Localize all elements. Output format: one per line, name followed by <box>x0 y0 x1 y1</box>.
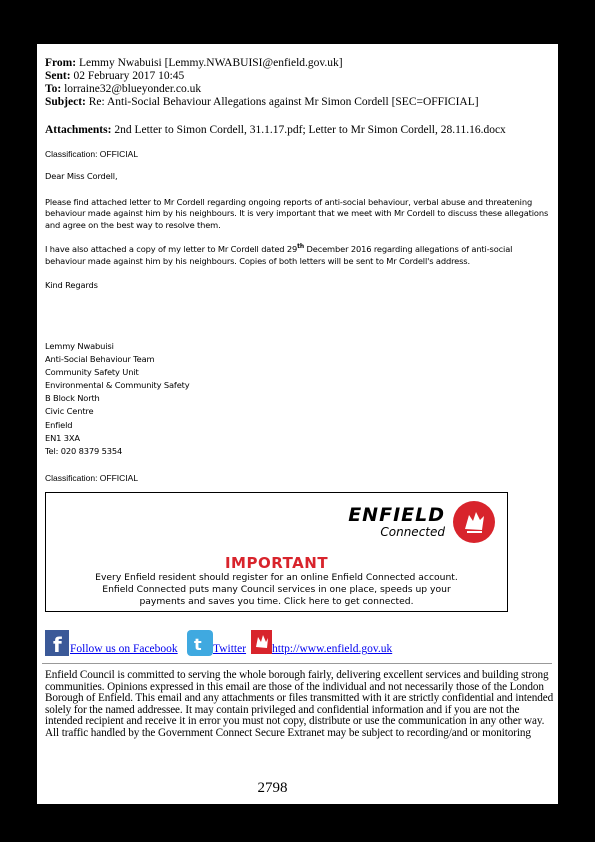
signature-block-name: B Block North <box>45 393 100 404</box>
attachments-value: 2nd Letter to Simon Cordell, 31.1.17.pdf; Letter to Mr Simon Cordell, 28.11.16.docx <box>114 124 506 136</box>
website-link[interactable]: http://www.enfield.gov.uk <box>272 643 393 655</box>
from-line <box>45 57 479 70</box>
subject-value: Re: Anti-Social Behaviour Allegations against Mr Simon Cordell [SEC=OFFICIAL] <box>88 96 479 108</box>
banner-message: Every Enfield resident should register for an online Enfield Connected account. Enfield Connected puts many Council services in one place, speeds up your payments and saves you time. Click here to get connected. <box>95 572 458 608</box>
signature-team: Anti-Social Behaviour Team <box>45 354 155 365</box>
paragraph-1: Please find attached letter to Mr Cordell regarding ongoing reports of anti-social behaviour, verbal abuse and threatening behaviour made against him by his neighbours. It is very important that we meet with Mr Cordell to discuss these allegations and agree on the best way to resolve them. <box>45 196 549 230</box>
subject-label: Subject: <box>45 96 86 108</box>
facebook-link[interactable]: Follow us on Facebook <box>70 643 178 655</box>
to-label: To: <box>45 83 62 95</box>
twitter-link[interactable]: Twitter <box>213 643 247 655</box>
from-value: Lemmy Nwabuisi [Lemmy.NWABUISI@enfield.gov.uk] <box>78 57 343 69</box>
attachments-label: Attachments: <box>45 124 112 136</box>
enfield-connected-banner[interactable] <box>45 492 508 612</box>
to-line <box>45 83 479 96</box>
signature-dept: Environmental & Community Safety <box>45 380 190 391</box>
signature-block <box>45 340 190 458</box>
svg-text:f: f <box>53 633 62 656</box>
sent-label: Sent: <box>45 70 71 82</box>
svg-text:t: t <box>194 635 202 654</box>
signature-phone: Tel: 020 8379 5354 <box>45 445 123 456</box>
facebook-icon[interactable] <box>45 630 69 656</box>
email-header <box>45 57 479 109</box>
email-body <box>45 171 555 292</box>
greeting: Dear Miss Cordell, <box>45 171 118 181</box>
classification-bottom: Classification: OFFICIAL <box>45 473 139 483</box>
twitter-icon[interactable] <box>187 630 213 656</box>
page-number: 2798 <box>257 780 288 796</box>
legal-disclaimer: Enfield Council is committed to serving the whole borough fairly, delivering excellent services and building strong communities. Opinions expressed in this email are those of the individual and not necessarily those of the London Borough of Enfield. This email and any attachments or files transmitted with it are strictly confidential and intended solely for the named addressee. It may contain privileged and confidential information and if you are not the intended recipient and receive it in error you must not copy, distribute or use the communication in any other way. All traffic handled by the Government Connect Secure Extranet may be subject to recording/and or monitoring <box>45 669 554 739</box>
paragraph-2: I have also attached a copy of my letter to Mr Cordell dated 29th December 2016 regarding allegations of anti-social behaviour made against him by his neighbours. Copies of both letters will be sent to Mr Cordell's address. <box>45 243 513 266</box>
sent-value: 02 February 2017 10:45 <box>73 70 185 82</box>
important-heading: IMPORTANT <box>224 554 329 572</box>
document-page <box>37 44 558 804</box>
subject-line <box>45 96 479 109</box>
enfield-crest-icon <box>453 501 495 543</box>
classification-top: Classification: OFFICIAL <box>45 149 139 159</box>
divider <box>42 663 552 664</box>
signature-name: Lemmy Nwabuisi <box>45 341 114 351</box>
signature-unit: Community Safety Unit <box>45 367 139 378</box>
attachments-line <box>45 124 506 137</box>
signature-building: Civic Centre <box>45 406 94 417</box>
enfield-crest-icon[interactable] <box>251 630 272 654</box>
from-label: From: <box>45 57 77 69</box>
logo-main-text: ENFIELD <box>348 504 445 526</box>
logo-sub-text: Connected <box>380 525 445 539</box>
signature-postcode: EN1 3XA <box>45 432 80 443</box>
to-value: lorraine32@blueyonder.co.uk <box>64 83 202 95</box>
enfield-connected-logo <box>348 505 445 539</box>
signature-town: Enfield <box>45 419 73 430</box>
closing: Kind Regards <box>45 280 98 290</box>
sent-line <box>45 70 479 83</box>
